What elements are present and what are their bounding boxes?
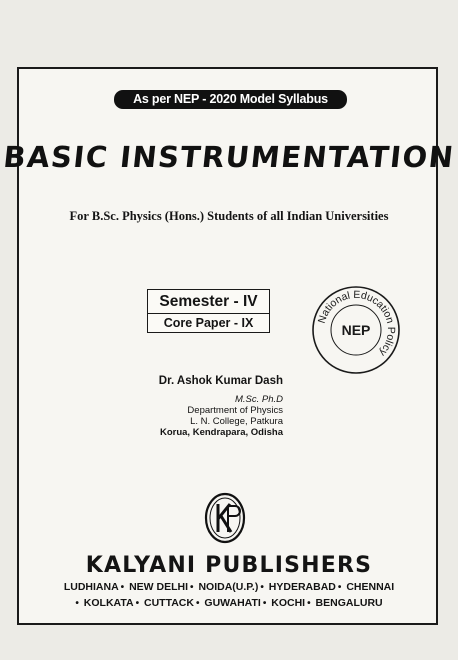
author-degrees: M.Sc. Ph.D bbox=[234, 394, 283, 405]
publisher-name: KALYANI PUBLISHERS bbox=[85, 553, 373, 578]
city: GUWAHATI bbox=[204, 597, 261, 609]
cities-line-2: • KOLKATA • CUTTACK • GUWAHATI • KOCHI • BENGALURU bbox=[75, 597, 383, 609]
city: KOLKATA bbox=[83, 597, 134, 609]
nep-syllabus-banner: As per NEP - 2020 Model Syllabus bbox=[114, 90, 347, 109]
kalyani-logo-icon bbox=[204, 492, 246, 544]
semester-box bbox=[147, 289, 270, 333]
book-title: BASIC INSTRUMENTATION bbox=[1, 140, 457, 174]
cities-line-1: LUDHIANA • NEW DELHI • NOIDA(U.P.) • HYDERABAD • CHENNAI bbox=[63, 581, 395, 593]
author-name: Dr. Ashok Kumar Dash bbox=[158, 375, 283, 387]
semester-divider bbox=[148, 313, 269, 314]
semester-label: Semester - IV bbox=[159, 293, 258, 310]
city: LUDHIANA bbox=[63, 581, 119, 593]
city: NEW DELHI bbox=[129, 581, 189, 593]
city: NOIDA(U.P.) bbox=[198, 581, 259, 593]
book-subtitle: For B.Sc. Physics (Hons.) Students of all Indian Universities bbox=[69, 209, 389, 223]
city: HYDERABAD bbox=[268, 581, 336, 593]
city: CUTTACK bbox=[144, 597, 194, 609]
core-paper-label: Core Paper - IX bbox=[163, 316, 254, 330]
seal-ring-text: National Education Policy bbox=[315, 288, 398, 359]
city: CHENNAI bbox=[346, 581, 395, 593]
city: KOCHI bbox=[271, 597, 306, 609]
author-department: Department of Physics bbox=[187, 405, 283, 416]
nep-seal-icon bbox=[310, 284, 402, 376]
seal-center-text: NEP bbox=[341, 322, 371, 338]
author-college: L. N. College, Patkura bbox=[190, 416, 283, 427]
author-location: Korua, Kendrapara, Odisha bbox=[159, 427, 283, 438]
city: BENGALURU bbox=[315, 597, 383, 609]
